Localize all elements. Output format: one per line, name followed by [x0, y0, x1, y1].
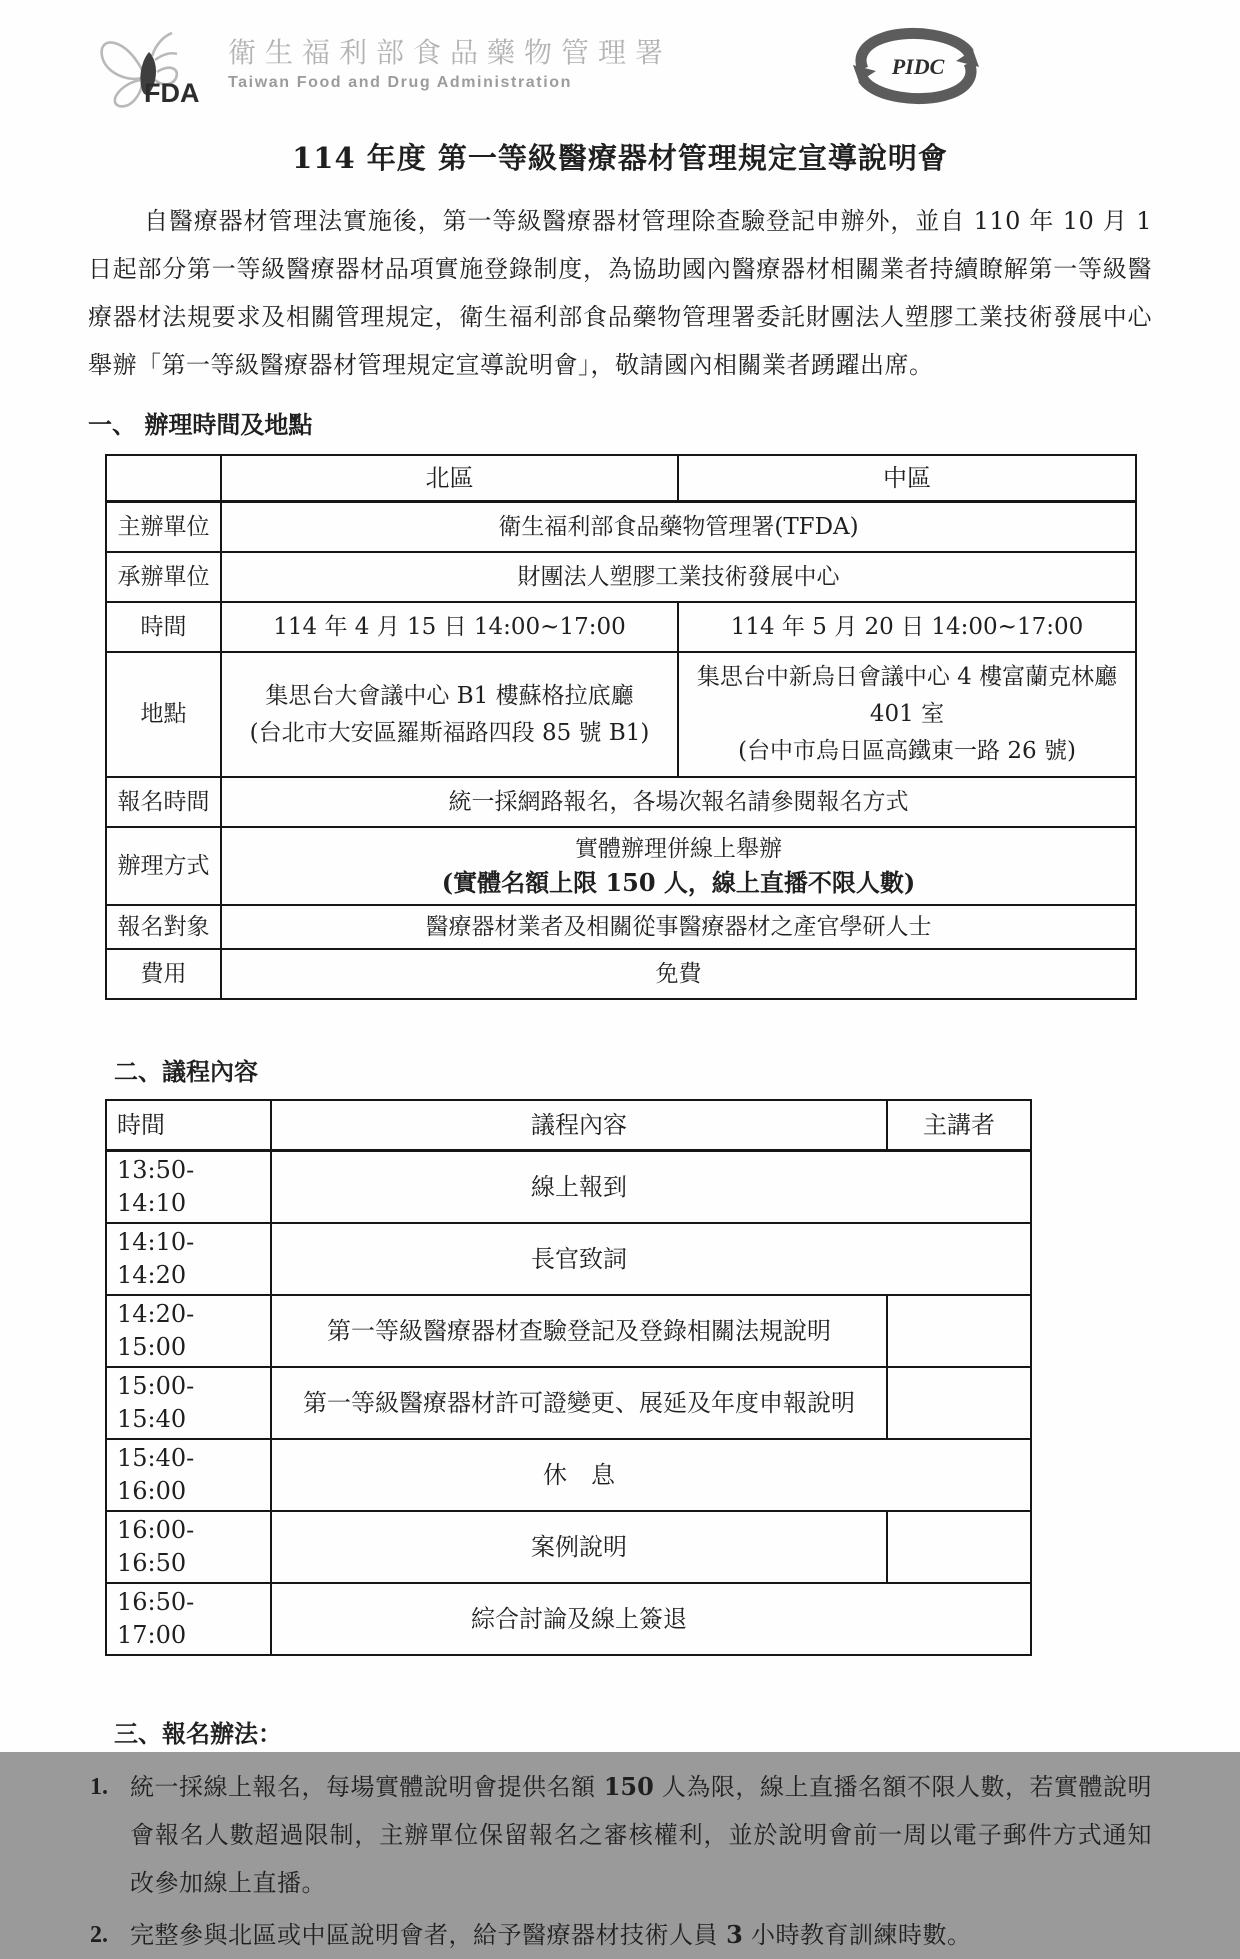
list-item-text-pre: 完整參與北區或中區說明會者，給予醫療器材技術人員 — [130, 1921, 727, 1949]
table-row — [106, 455, 1136, 502]
t2-header-time: 時間 — [106, 1100, 271, 1151]
section1-heading: 一、 辦理時間及地點 — [88, 410, 313, 439]
agenda-time: 14:10-14:20 — [106, 1223, 271, 1295]
venue-address: (台中市烏日區高鐵東一路 26 號) — [738, 738, 1076, 764]
agenda-time: 15:40-16:00 — [106, 1439, 271, 1511]
t2-header-speaker: 主講者 — [887, 1100, 1031, 1151]
section3-heading: 三、報名辦法： — [114, 1719, 282, 1748]
list-item-text — [130, 1911, 1152, 1959]
agenda-time: 14:20-15:00 — [106, 1295, 271, 1367]
table-row — [106, 949, 1136, 999]
document-content — [88, 136, 1152, 1959]
list-item-text-post: 人為限，線上直播名額不限人數，若實體說明會報名人數超過限制，主辦單位保留報名之審核權利，並於說明會前一周以電子郵件方式通知改參加線上直播。 — [130, 1773, 1152, 1897]
page-header — [92, 26, 672, 112]
pidc-logo-icon — [848, 26, 984, 108]
t1-venue-central — [678, 652, 1136, 777]
table-row — [106, 552, 1136, 602]
t1-fee-value: 免費 — [221, 949, 1136, 999]
agenda-item: 休 息 — [271, 1439, 1031, 1511]
list-item — [90, 1911, 1152, 1959]
t1-executor-label: 承辦單位 — [106, 552, 221, 602]
t1-executor-value: 財團法人塑膠工業技術發展中心 — [221, 552, 1136, 602]
agenda-time: 16:50-17:00 — [106, 1583, 271, 1655]
table-row — [106, 1511, 1031, 1583]
agenda-item: 案例說明 — [271, 1511, 887, 1583]
table-row — [106, 1295, 1031, 1367]
t1-organizer-label: 主辦單位 — [106, 502, 221, 553]
table-row — [106, 827, 1136, 905]
table-row — [106, 602, 1136, 652]
t1-corner-cell — [106, 455, 221, 502]
table-row — [106, 1151, 1031, 1224]
agenda-table — [105, 1099, 1032, 1656]
t1-format-value — [221, 827, 1136, 905]
tfda-logo-acronym: FDA — [144, 78, 200, 108]
t2-header-content: 議程內容 — [271, 1100, 887, 1151]
list-item-number: 1. — [90, 1774, 108, 1800]
table-row — [106, 1439, 1031, 1511]
t1-format-label: 辦理方式 — [106, 827, 221, 905]
t1-venue-label: 地點 — [106, 652, 221, 777]
t1-organizer-value: 衛生福利部食品藥物管理署(TFDA) — [221, 502, 1136, 553]
list-item-text-bold: 150 — [603, 1772, 654, 1801]
t1-time-north: 114 年 4 月 15 日 14:00~17:00 — [221, 602, 678, 652]
table-row — [106, 905, 1136, 949]
pidc-logo-text: PIDC — [891, 54, 945, 79]
agenda-item: 綜合討論及線上簽退 — [271, 1583, 1031, 1655]
agenda-speaker — [887, 1367, 1031, 1439]
agenda-item: 第一等級醫療器材查驗登記及登錄相關法規說明 — [271, 1295, 887, 1367]
table-row — [106, 1583, 1031, 1655]
table-row — [106, 652, 1136, 777]
list-item-text — [130, 1763, 1152, 1907]
format-line1: 實體辦理併線上舉辦 — [575, 836, 782, 862]
t1-regtime-value: 統一採網路報名，各場次報名請參閱報名方式 — [221, 777, 1136, 827]
table-row — [106, 1100, 1031, 1151]
venue-name: 集思台大會議中心 B1 樓蘇格拉底廳 — [265, 682, 634, 709]
format-line2: (實體名額上限 150 人，線上直播不限人數) — [441, 868, 916, 897]
venue-address: (台北市大安區羅斯福路四段 85 號 B1) — [249, 719, 650, 746]
list-item-text-bold: 3 — [726, 1920, 743, 1949]
list-item — [90, 1763, 1152, 1907]
agenda-time: 16:00-16:50 — [106, 1511, 271, 1583]
t1-regtime-label: 報名時間 — [106, 777, 221, 827]
t1-col-central: 中區 — [678, 455, 1136, 502]
t1-audience-value: 醫療器材業者及相關從事醫療器材之產官學研人士 — [221, 905, 1136, 949]
agenda-speaker — [887, 1511, 1031, 1583]
org-name-en: Taiwan Food and Drug Administration — [228, 74, 572, 91]
agenda-item: 線上報到 — [271, 1151, 1031, 1224]
tfda-logo — [92, 26, 212, 112]
agenda-time: 15:00-15:40 — [106, 1367, 271, 1439]
table-row — [106, 1367, 1031, 1439]
t1-fee-label: 費用 — [106, 949, 221, 999]
list-item-text-pre: 統一採線上報名，每場實體說明會提供名額 — [130, 1773, 604, 1801]
pidc-logo — [848, 26, 984, 108]
t1-time-label: 時間 — [106, 602, 221, 652]
list-item-number: 2. — [90, 1922, 108, 1948]
table-row — [106, 502, 1136, 553]
table-row — [106, 1223, 1031, 1295]
org-name-zh: 衛生福利部食品藥物管理署 — [228, 36, 673, 69]
section2-heading: 二、議程內容 — [114, 1057, 258, 1086]
venue-name: 集思台中新烏日會議中心 4 樓富蘭克林廳 401 室 — [696, 664, 1118, 727]
list-item-text-post: 小時教育訓練時數。 — [742, 1921, 972, 1949]
agenda-item: 長官致詞 — [271, 1223, 1031, 1295]
t1-audience-label: 報名對象 — [106, 905, 221, 949]
agenda-time: 13:50-14:10 — [106, 1151, 271, 1224]
t1-time-central: 114 年 5 月 20 日 14:00~17:00 — [678, 602, 1136, 652]
agenda-item: 第一等級醫療器材許可證變更、展延及年度申報說明 — [271, 1367, 887, 1439]
t1-col-north: 北區 — [221, 455, 678, 502]
agenda-speaker — [887, 1295, 1031, 1367]
t1-venue-north — [221, 652, 678, 777]
page-title: 114 年度 第一等級醫療器材管理規定宣導說明會 — [292, 141, 948, 175]
intro-paragraph: 自醫療器材管理法實施後，第一等級醫療器材管理除查驗登記申辦外，並自 110 年 10 月 1 日起部分第一等級醫療器材品項實施登錄制度，為協助國內醫療器材相關業者持續瞭解第一等級醫療器材法規要求及相關管理規定，衛生福利部食品藥物管理署委託財團法人塑膠工業技術發展中心舉辦「第一等級醫療器材管理規定宣導說明會」，敬請國內相關業者踴躍出席。 — [88, 207, 1152, 379]
schedule-location-table — [105, 454, 1137, 1000]
table-row — [106, 777, 1136, 827]
org-names — [228, 26, 672, 92]
registration-method-list — [90, 1763, 1152, 1959]
